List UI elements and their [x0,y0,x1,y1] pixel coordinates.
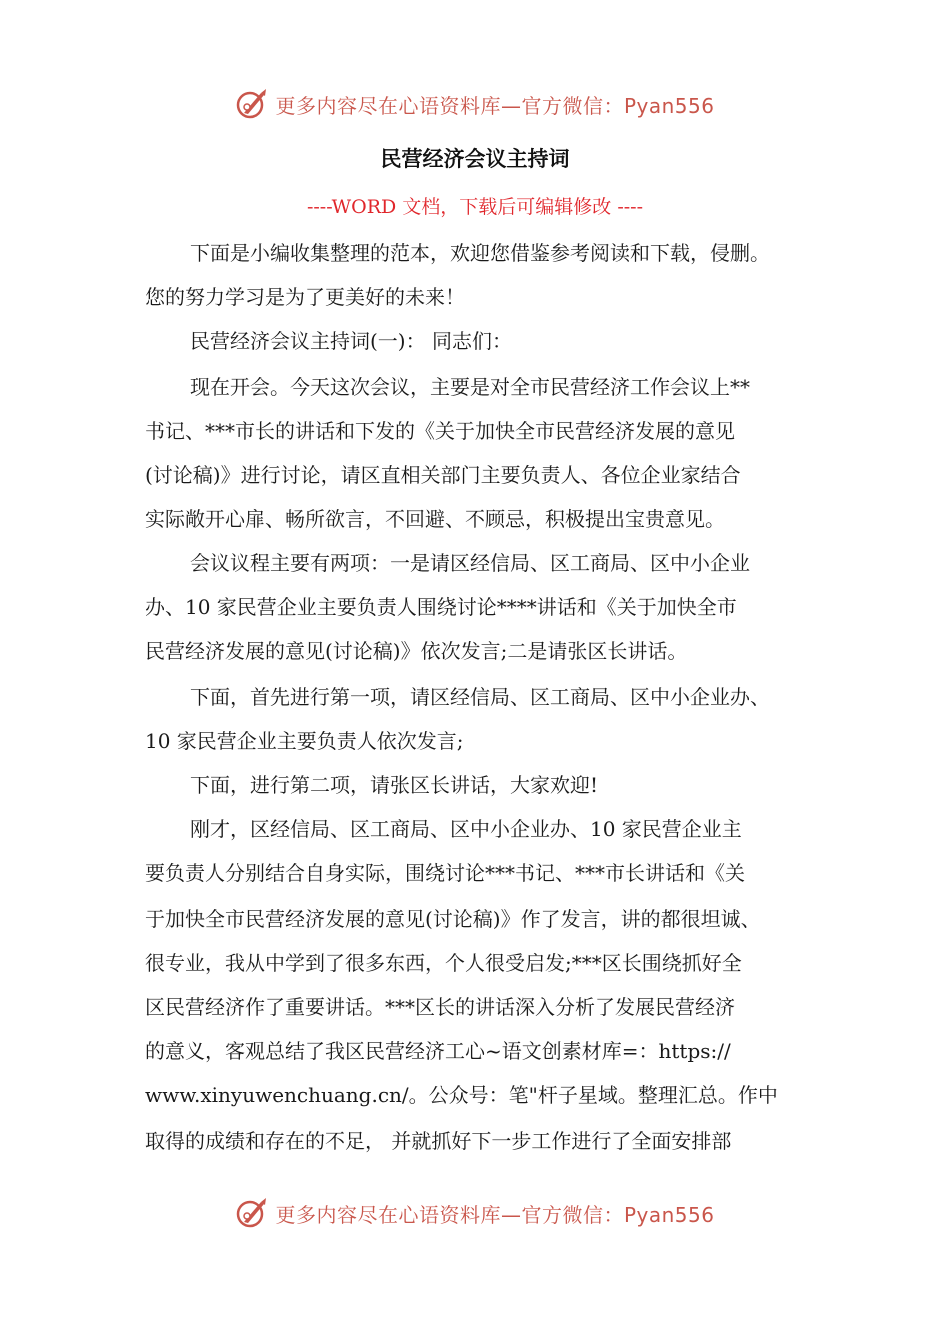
body-line: (讨论稿)》进行讨论，请区直相关部门主要负责人、各位企业家结合 [145,463,741,487]
body-line: 的意义，客观总结了我区民营经济工心~语文创素材库=：https:// [145,1039,731,1063]
banner-text: 更多内容尽在心语资料库—官方微信：Pyan556 [275,1202,715,1227]
bottom-banner [0,1193,950,1233]
body-line: www.xinyuwenchuang.cn/。公众号：笔"杆子星域。整理汇总。作中 [145,1083,778,1107]
body-line: 现在开会。今天这次会议，主要是对全市民营经济工作会议上** [190,375,750,399]
document-title: 民营经济会议主持词 [380,147,570,171]
body-line: 办、10 家民营企业主要负责人围绕讨论****讲话和《关于加快全市 [145,595,737,619]
body-line: 民营经济发展的意见(讨论稿)》依次发言;二是请张区长讲话。 [145,639,688,663]
body-line: 实际敞开心扉、畅所欲言，不回避、不顾忌，积极提出宝贵意见。 [145,507,725,531]
body-line: 下面是小编收集整理的范本，欢迎您借鉴参考阅读和下载，侵删。 [190,241,770,265]
body-line: 于加快全市民营经济发展的意见(讨论稿)》作了发言，讲的都很坦诚、 [145,907,761,931]
document-subtitle: ----WORD 文档，下载后可编辑修改 ---- [306,196,644,218]
body-line: 取得的成绩和存在的不足， 并就抓好下一步工作进行了全面安排部 [145,1129,732,1153]
body-line: 10 家民营企业主要负责人依次发言; [145,729,464,753]
banner-text: 更多内容尽在心语资料库—官方微信：Pyan556 [275,93,715,118]
body-line: 下面，首先进行第一项，请区经信局、区工商局、区中小企业办、 [190,685,770,709]
body-line: 下面，进行第二项，请张区长讲话，大家欢迎! [190,773,599,797]
body-line: 书记、***市长的讲话和下发的《关于加快全市民营经济发展的意见 [145,419,735,443]
body-line: 您的努力学习是为了更美好的未来！ [145,285,465,309]
body-line: 刚才，区经信局、区工商局、区中小企业办、10 家民营企业主 [190,817,742,841]
body-line: 很专业，我从中学到了很多东西，个人很受启发;***区长围绕抓好全 [145,951,742,975]
body-line: 民营经济会议主持词(一)： 同志们： [190,329,512,353]
quill-logo-icon [235,1196,269,1230]
body-line: 会议议程主要有两项：一是请区经信局、区工商局、区中小企业 [190,551,750,575]
body-line: 要负责人分别结合自身实际，围绕讨论***书记、***市长讲话和《关 [145,861,745,885]
body-line: 区民营经济作了重要讲话。***区长的讲话深入分析了发展民营经济 [145,995,735,1019]
top-banner [0,84,950,124]
quill-logo-icon [235,87,269,121]
